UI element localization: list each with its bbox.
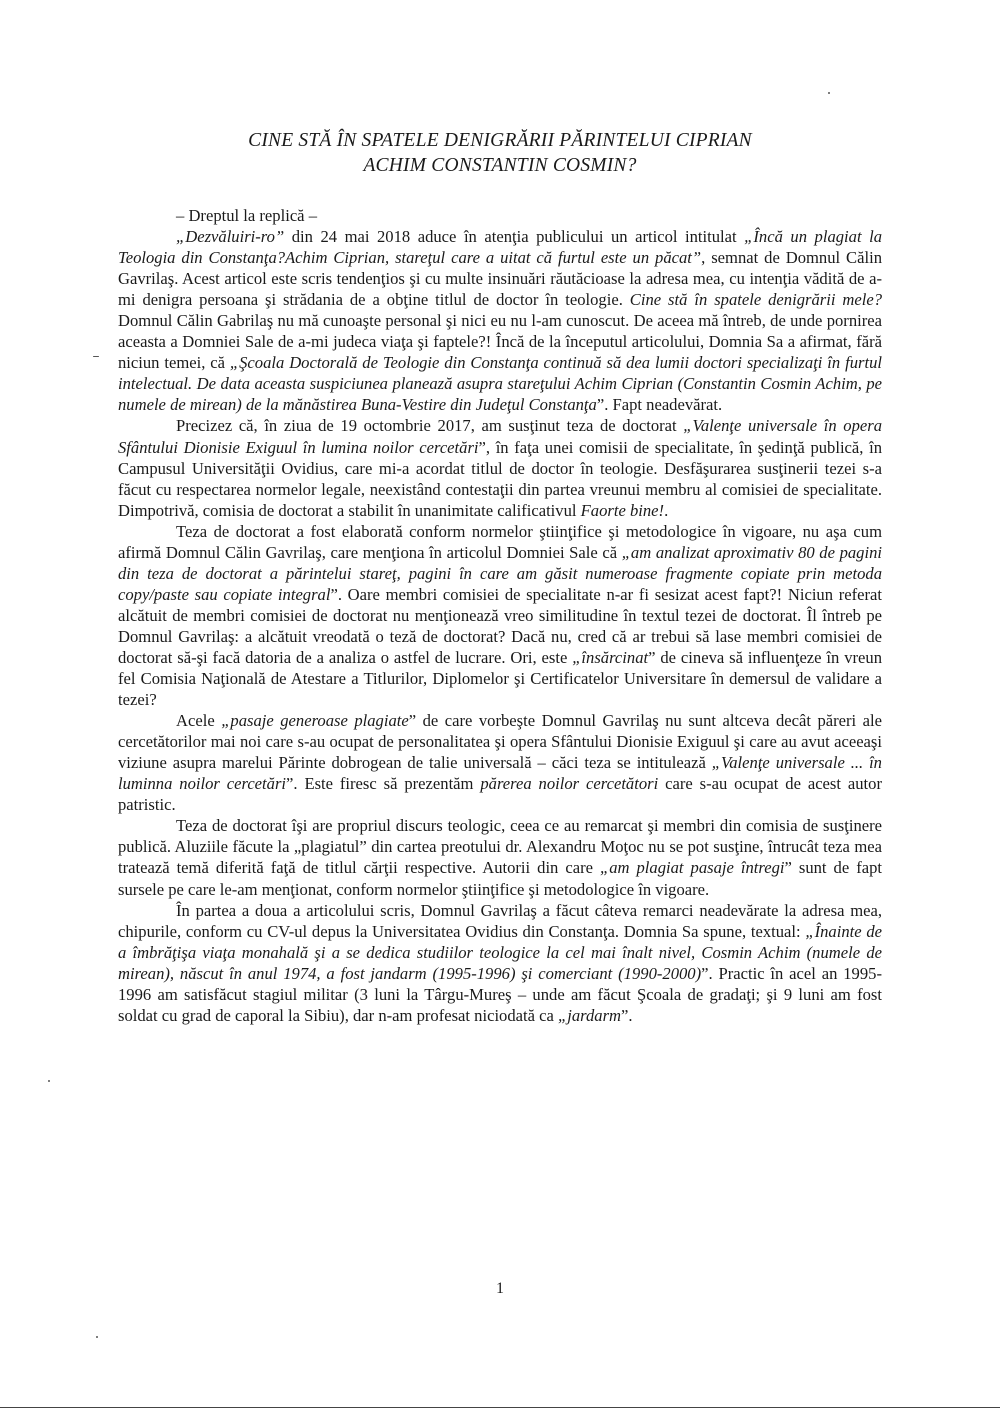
paragraph-replica: [118, 205, 882, 226]
text-fragment: ” de care vorbeşte Domnul Gavrilaş nu sunt altceva decât păreri ale cercetătorilor mai noi care s-au ocupat de personalitatea şi opera Sfântului Dionisie Exiguul şi care au avut aceeaşi viziune asupra marelui Părinte dobrogean de talie universală – căci teza se intitulează: [118, 711, 882, 773]
text-fragment: ” sunt de fapt sursele pe care le-am menţionat, conform normelor ştiinţifice şi metodologice în vigoare.: [118, 858, 882, 899]
text-fragment: Cine stă în spatele denigrării mele?: [629, 290, 882, 310]
text-fragment: Precizez că, în ziua de 19 octombrie 2017, am susţinut teza de doctorat: [176, 416, 684, 436]
text-fragment: ” de cineva să influenţeze în vreun fel Comisia Naţională de Atestare a Titlurilor, Diplomelor şi Certificatelor Universitare în demersul de validare a tezei?: [118, 647, 883, 710]
replica-heading: – Dreptul la replică –: [176, 206, 317, 225]
document-title: [120, 128, 880, 178]
text-fragment: .: [664, 500, 669, 520]
text-fragment: „Şcoala Doctorală de Teologie din Constanţa continuă să dea lumii doctori specializaţi în furtul intelectual. De data aceasta suspiciunea planează asupra stareţului Achim Ciprian (Constantin Cosmin Achim, pe numele de mirean) de la mănăstirea Buna-Vestire din Judeţul Constanţa: [118, 353, 882, 415]
text-fragment: „Valenţe universale în opera Sfântului Dionisie Exiguul în lumina noilor cercetări: [118, 416, 882, 457]
text-fragment: Teza de doctorat îşi are propriul discurs teologic, ceea ce au remarcat şi membri din comisia de susţinere publică. Aluziile făcute la „plagiatul” din cartea preotului dr. Alexandru Moţoc nu se pot susţine, întrucât teza mea tratează temă diferită faţă de titlul cărţii respective. Autorii din care: [118, 816, 882, 878]
scan-speck: [93, 356, 99, 357]
text-fragment: din 24 mai 2018 aduce în atenţia publicului un articol intitulat: [284, 227, 745, 247]
text-fragment: , semnat de Domnul Călin Gavrilaş. Acest articol este scris tendenţios şi cu multe insinuări răutăcioase la adresa mea, cu intenţia vădită de a-mi denigra persoana şi strădania de a obţine titlul de doctor în teologie.: [118, 248, 882, 310]
scan-speck: [96, 1336, 98, 1338]
text-fragment: „însărcinat: [572, 647, 649, 667]
text-fragment: Domnul Călin Gabrilaş nu mă cunoaşte personal şi nici eu nu l-am cunoscut. De aceea mă întreb, de unde pornirea aceasta a Domniei Sale de a-mi judeca viaţa şi faptele?! Încă de la începutul articolului, Domnia Sa a afirmat, fără niciun temei, că: [118, 311, 882, 373]
paragraph-2: [118, 415, 882, 520]
title-line-1: CINE STĂ ÎN SPATELE DENIGRĂRII PĂRINTELUI CIPRIAN: [248, 130, 752, 151]
title-line-2: ACHIM CONSTANTIN COSMIN?: [363, 155, 637, 176]
text-fragment: „am plagiat pasaje întregi: [600, 858, 785, 878]
scan-bottom-edge: [0, 1407, 1000, 1408]
text-fragment: părerea noilor cercetători: [480, 774, 659, 794]
paragraph-1: [118, 226, 882, 415]
text-fragment: În partea a doua a articolului scris, Domnul Gavrilaş a făcut câteva remarci neadevărate la adresa mea, chipurile, conform cu CV-ul depus la Universitatea Ovidius din Constanţa. Domnia Sa spune, textual:: [118, 900, 882, 941]
paragraph-5: [118, 815, 882, 899]
text-fragment: Faorte bine!: [580, 500, 665, 520]
text-fragment: „Înainte de a îmbrăţişa viaţa monahală şi a se dedica studiilor teologice la cel mai înalt nivel, Cosmin Achim (numele de mirean), născut în anul 1974, a fost jandarm (1995-1996) şi comerciant (1990-2000): [118, 921, 882, 983]
document-body: [118, 205, 882, 1026]
text-fragment: „Dezvăluiri-ro”: [176, 227, 285, 247]
text-fragment: ”, în faţa unei comisii de specialitate, în şedinţă publică, în Campusul Universităţii Ovidius, care mi-a acordat titlul de doctor în teologie. Desfăşurarea susţinerii tezei s-a făcut cu respectarea normelor legale, neexistând contestaţii din partea vreunui membru al comisiei de specialitate. Dimpotrivă, comisia de doctorat a stabilit în unanimitate calificativul: [118, 437, 882, 520]
text-fragment: ”. Fapt neadevărat.: [596, 395, 723, 415]
text-fragment: ”. Practic în acel an 1995-1996 am satisfăcut stagiul militar (3 luni la Târgu-Mureş – unde am făcut Şcoala de gradaţi; şi 9 luni am fost soldat cu grad de caporal la Sibiu), dar n-am profesat niciodată ca: [118, 963, 882, 1025]
scan-speck: [48, 1080, 50, 1082]
text-fragment: „Valenţe universale ... în luminna noilor cercetări: [118, 753, 882, 794]
scan-speck: [828, 92, 830, 94]
paragraph-3: [118, 521, 882, 710]
text-fragment: „jardarm: [558, 1005, 622, 1025]
paragraph-4: [118, 710, 882, 815]
text-fragment: Acele: [176, 711, 222, 731]
text-fragment: ”. Este firesc să prezentăm: [286, 774, 481, 794]
page-number: 1: [496, 1280, 504, 1297]
text-fragment: ”. Oare membri comisiei de specialitate n-ar fi sesizat acest fapt?! Niciun referat alcătuit de membri comisiei de doctorat nu menţionează vreo similitudine în textul tezei de doctorat. Îl întreb pe Domnul Gavrilaş: a alcătuit vreodată o teză de doctorat? Dacă nu, cred că ar trebui să lase membri comisiei de doctorat să-şi facă datoria de a analiza o astfel de lucrare. Ori, este: [118, 584, 882, 667]
text-fragment: ”.: [621, 1005, 633, 1025]
paragraph-6: [118, 900, 882, 1026]
text-fragment: Teza de doctorat a fost elaborată conform normelor ştiinţifice şi metodologice în vigoare, nu aşa cum afirmă Domnul Călin Gavrilaş, care menţiona în articolul Domniei Sale că: [118, 521, 882, 562]
text-fragment: care s-au ocupat de acest autor patristic.: [118, 774, 882, 815]
text-fragment: „pasaje generoase plagiate: [221, 711, 409, 731]
text-fragment: „am analizat aproximativ 80 de pagini din teza de doctorat a părintelui stareţ, pagini în care am găsit numeroase fragmente copiate prin metoda copy/paste sau copiate integral: [118, 542, 882, 604]
text-fragment: „Încă un plagiat la Teologia din Constanţa?Achim Ciprian, stareţul care a uitat că furtul este un păcat”: [118, 227, 883, 268]
